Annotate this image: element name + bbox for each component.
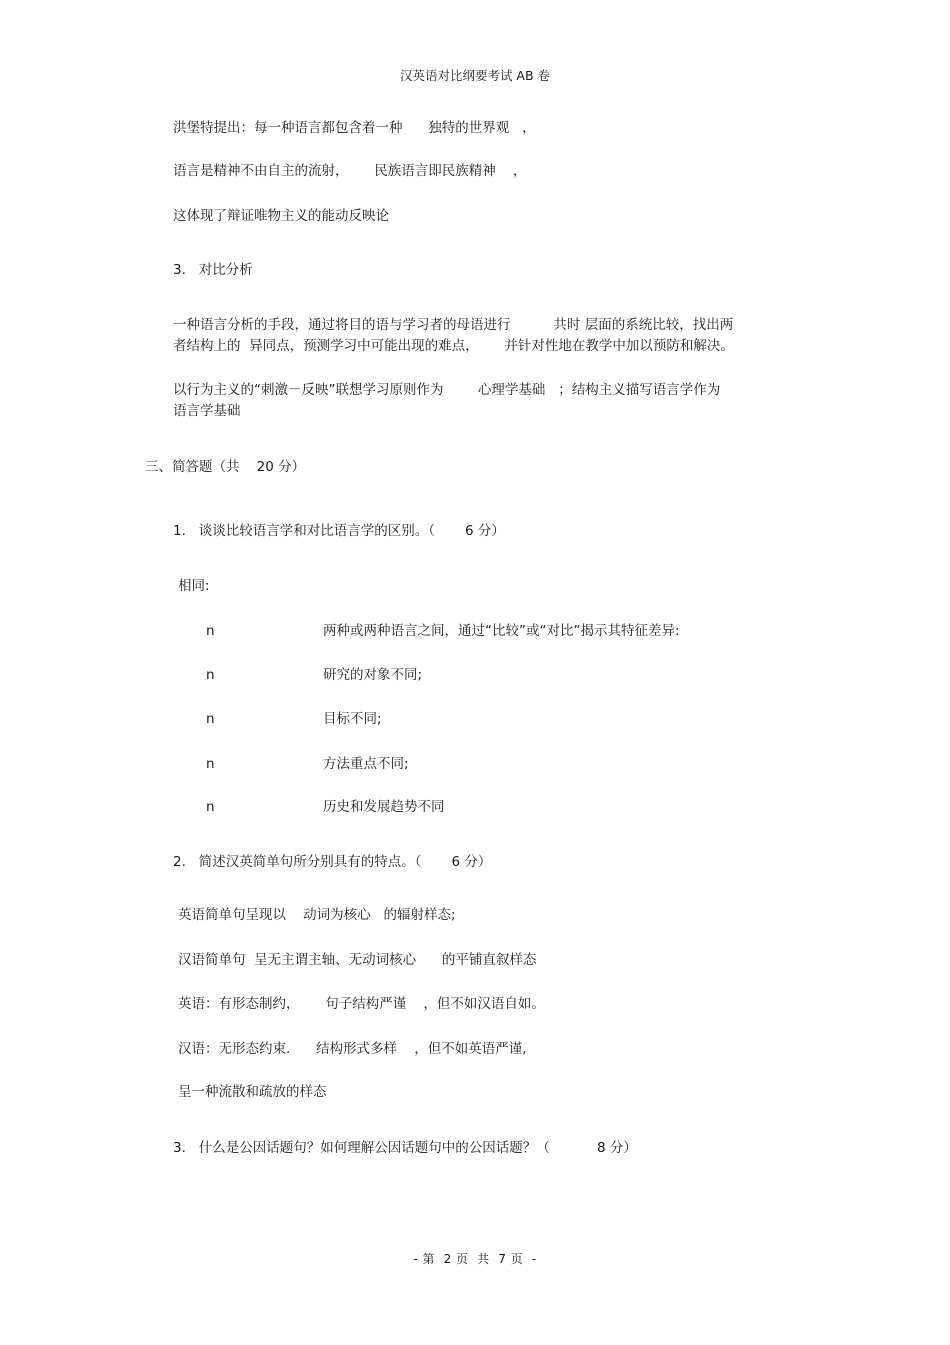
bullet-marker: n [206,711,215,727]
page-footer-number: - 第 2 页 共 7 页 - [413,1252,537,1266]
q1-same-label: 相同: [178,578,210,594]
bullet-marker: n [206,799,215,815]
bullet-marker: n [206,756,215,772]
section-3-heading: 三、简答题（共 20 分） [145,459,306,475]
bullet-text: 目标不同; [323,711,382,727]
contrastive-analysis-line-1: 一种语言分析的手段，通过将目的语与学习者的母语进行 共时 层面的系统比较，找出两 [173,317,734,333]
question-3-heading: 3. 什么是公因话题句？如何理解公因话题句中的公因话题？（ 8 分） [173,1140,637,1156]
page-header-title: 汉英语对比纲要考试 AB 卷 [399,68,551,83]
contrastive-analysis-line-2: 者结构上的 异同点，预测学习中可能出现的难点， 并针对性地在教学中加以预防和解决。 [173,338,734,354]
q2-answer-line: 呈一种流散和疏放的样态 [178,1084,327,1100]
q2-answer-line: 汉语简单句 呈无主谓主轴、无动词核心 的平铺直叙样态 [178,952,537,968]
humboldt-line-3: 这体现了辩证唯物主义的能动反映论 [173,208,389,224]
bullet-text: 方法重点不同; [323,756,409,772]
humboldt-line-1: 洪堡特提出：每一种语言都包含着一种 独特的世界观 ， [173,120,536,136]
question-1-heading: 1. 谈谈比较语言学和对比语言学的区别。（ 6 分） [173,523,505,539]
humboldt-line-2: 语言是精神不由自主的流射， 民族语言即民族精神 ， [173,163,527,179]
bullet-marker: n [206,667,215,683]
bullet-text: 研究的对象不同; [323,667,423,683]
bullet-text: 历史和发展趋势不同 [323,799,445,815]
item-3-heading: 3. 对比分析 [173,262,253,278]
bullet-marker: n [206,623,215,639]
bullet-text: 两种或两种语言之间，通过“比较”或“对比”揭示其特征差异: [323,623,680,639]
q2-answer-line: 英语简单句呈现以 动词为核心 的辐射样态; [178,907,456,923]
q2-answer-line: 英语：有形态制约， 句子结构严谨 ，但不如汉语自如。 [178,996,545,1012]
q2-answer-line: 汉语：无形态约束. 结构形式多样 ，但不如英语严谨, [178,1041,527,1057]
behaviorism-line-1: 以行为主义的“刺激－反映”联想学习原则作为 心理学基础 ；结构主义描写语言学作为 [173,382,721,398]
question-2-heading: 2. 简述汉英简单句所分别具有的特点。（ 6 分） [173,854,492,870]
behaviorism-line-2: 语言学基础 [173,403,241,419]
